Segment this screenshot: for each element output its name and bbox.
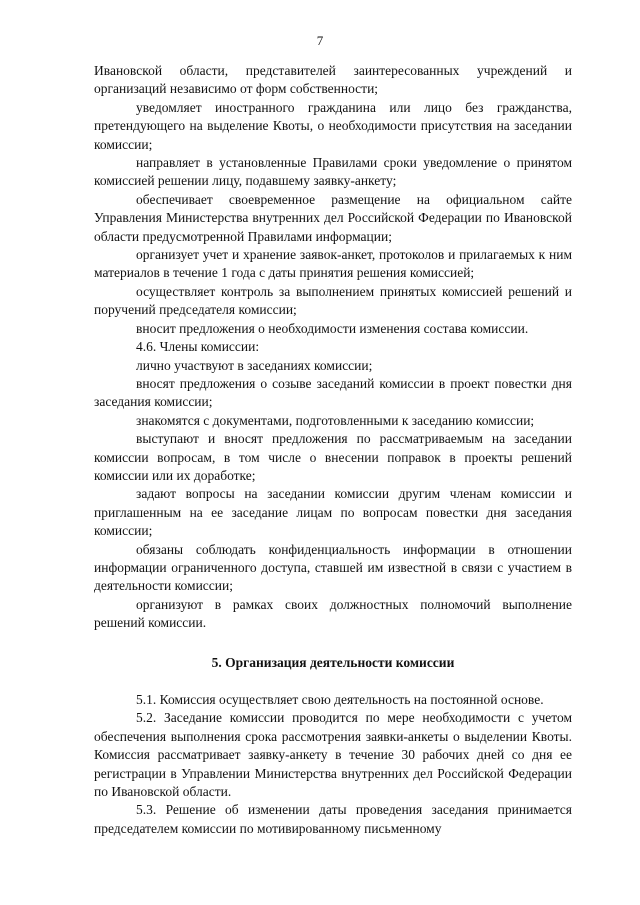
paragraph: направляет в установленные Правилами сроки уведомление о принятом комиссией решении лицу, подавшему заявку-анкету;: [94, 155, 572, 189]
page-body: [94, 62, 572, 838]
paragraph: обязаны соблюдать конфиденциальность информации в отношении информации ограниченного доступа, ставшей им известной в связи с участием в деятельности комиссии;: [94, 541, 572, 594]
page-number: 7: [316, 33, 324, 48]
paragraph: организуют в рамках своих должностных полномочий выполнение решений комиссии.: [94, 596, 572, 631]
paragraph: выступают и вносят предложения по рассматриваемым на заседании комиссии вопросам, в том числе о внесении поправок в проекты решений комиссии или их доработке;: [94, 431, 572, 483]
paragraph: 5.1. Комиссия осуществляет свою деятельность на постоянной основе.: [136, 692, 544, 707]
paragraph: знакомятся с документами, подготовленными к заседанию комиссии;: [136, 412, 535, 428]
paragraph: организует учет и хранение заявок-анкет, протоколов и прилагаемых к ним материалов в течение 1 года с даты принятия решения комиссией;: [94, 247, 572, 281]
paragraph: 5.2. Заседание комиссии проводится по мере необходимости с учетом обеспечения выполнения срока рассмотрения заявки-анкеты о выделении Квоты. Комиссия рассматривает заявку-анкету в течение 30 рабочих дней со дня ее регистрации в Управлении Министерства внутренних дел Российской Федерации по Ивановской области.: [94, 710, 572, 800]
paragraph: вносит предложения о необходимости изменения состава комиссии.: [136, 320, 529, 336]
paragraph: уведомляет иностранного гражданина или лицо без гражданства, претендующего на выделение Квоты, о необходимости присутствия на заседании комиссии;: [94, 99, 572, 152]
paragraph: 5.3. Решение об изменении даты проведения заседания принимается председателем комиссии по мотивированному письменному: [94, 802, 572, 836]
paragraph: 4.6. Члены комиссии:: [136, 339, 260, 355]
paragraph: задают вопросы на заседании комиссии другим членам комиссии и приглашенным на ее заседание лицам по вопросам повестки дня заседания комиссии;: [94, 486, 572, 539]
section-5-text: [94, 691, 572, 838]
paragraph: осуществляет контроль за выполнением принятых комиссией решений и поручений председателя комиссии;: [94, 283, 572, 318]
paragraph: Ивановской области, представителей заинтересованных учреждений и организаций независимо от форм собственности;: [94, 63, 572, 97]
paragraph: вносят предложения о созыве заседаний комиссии в проект повестки дня заседания комиссии;: [94, 375, 572, 410]
section-4-text: [94, 62, 572, 633]
section-heading: 5. Организация деятельности комиссии: [211, 654, 455, 670]
paragraph: лично участвуют в заседаниях комиссии;: [136, 357, 373, 373]
paragraph: обеспечивает своевременное размещение на официальном сайте Управления Министерства внутренних дел Российской Федерации по Ивановской области предусмотренной Правилами информации;: [94, 191, 572, 244]
